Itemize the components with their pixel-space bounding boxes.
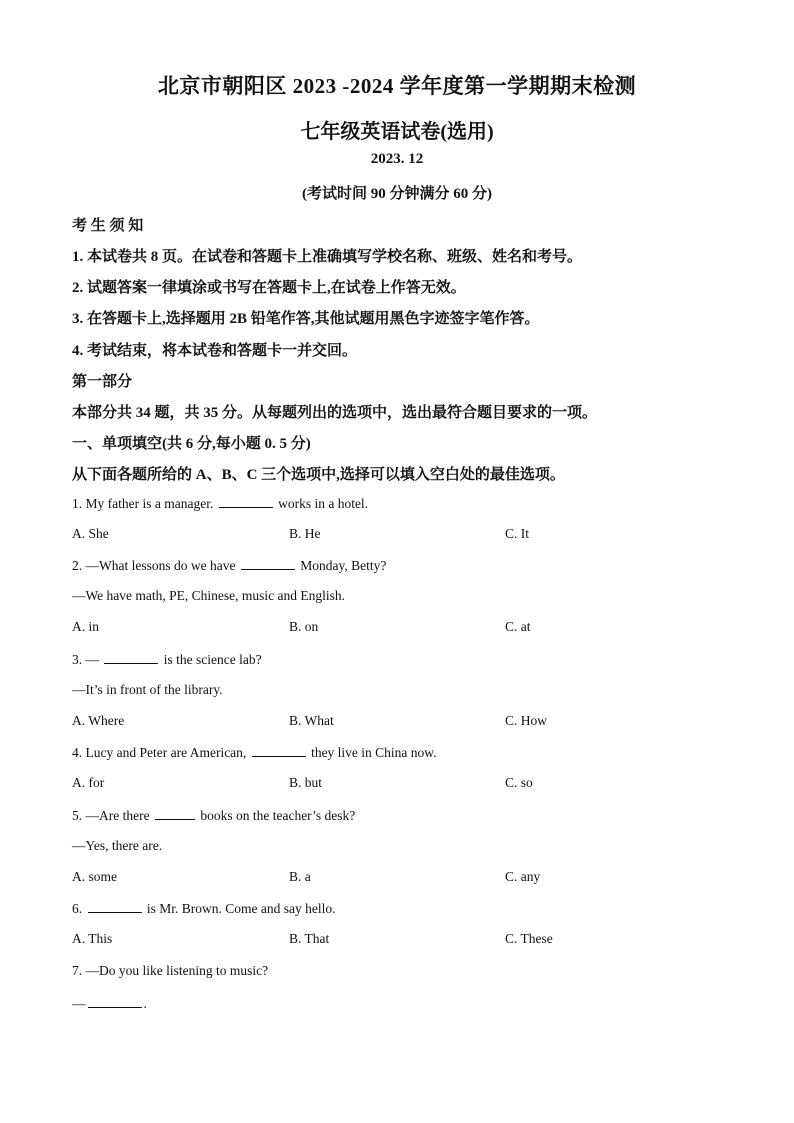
- option-b: B. a: [289, 869, 311, 884]
- question-text: 6.: [72, 901, 86, 916]
- question-5-reply: —Yes, there are.: [72, 838, 163, 853]
- exam-title: 北京市朝阳区 2023 -2024 学年度第一学期期末检测: [157, 74, 637, 98]
- question-text: Monday, Betty?: [296, 558, 387, 573]
- question-text: 3. —: [72, 652, 103, 667]
- option-c: C. It: [505, 526, 530, 541]
- exam-subtitle: 七年级英语试卷(选用): [300, 121, 494, 143]
- notice-heading: 考 生 须 知: [72, 218, 144, 234]
- notice-item-4: 4. 考试结束，将本试卷和答题卡一并交回。: [72, 343, 358, 359]
- question-text: is the science lab?: [160, 652, 262, 667]
- question-text: they live in China now.: [307, 745, 437, 760]
- answer-blank: [88, 900, 142, 913]
- question-2-reply: —We have math, PE, Chinese, music and English.: [72, 588, 345, 603]
- option-b: B. on: [289, 619, 319, 634]
- section-instruction: 从下面各题所给的 A、B、C 三个选项中,选择可以填入空白处的最佳选项。: [72, 467, 565, 483]
- notice-item-2: 2. 试题答案一律填涂或书写在答题卡上,在试卷上作答无效。: [72, 280, 466, 296]
- part-heading: 第一部分: [72, 374, 133, 390]
- option-c: C. These: [505, 931, 553, 946]
- question-4: [72, 744, 437, 761]
- answer-blank: [155, 807, 195, 820]
- exam-date: 2023. 12: [370, 151, 424, 167]
- question-text: works in a hotel.: [274, 496, 369, 511]
- question-text: 1. My father is a manager.: [72, 496, 217, 511]
- question-text: is Mr. Brown. Come and say hello.: [143, 901, 336, 916]
- question-7: 7. —Do you like listening to music?: [72, 963, 269, 978]
- option-b: B. but: [289, 775, 323, 790]
- option-b: B. That: [289, 931, 330, 946]
- question-text: 2. —What lessons do we have: [72, 558, 239, 573]
- option-a: A. some: [72, 869, 117, 884]
- part-intro: 本部分共 34 题，共 35 分。从每题列出的选项中，选出最符合题目要求的一项。: [72, 405, 598, 421]
- answer-blank: [104, 651, 158, 664]
- answer-blank: [88, 995, 142, 1008]
- question-7-reply: [72, 995, 147, 1012]
- option-c: C. so: [505, 775, 533, 790]
- exam-duration: (考试时间 90 分钟满分 60 分): [302, 186, 492, 202]
- option-c: C. at: [505, 619, 531, 634]
- question-6: [72, 900, 336, 917]
- option-a: A. in: [72, 619, 99, 634]
- question-3: [72, 651, 262, 668]
- answer-blank: [219, 495, 273, 508]
- answer-blank: [252, 744, 306, 757]
- option-c: C. How: [505, 713, 548, 728]
- question-3-reply: —It’s in front of the library.: [72, 682, 223, 697]
- section-title: 一、单项填空(共 6 分,每小题 0. 5 分): [72, 436, 311, 452]
- option-a: A. She: [72, 526, 109, 541]
- question-text: 4. Lucy and Peter are American,: [72, 745, 250, 760]
- question-1: [72, 495, 368, 512]
- reply-end: .: [143, 996, 147, 1011]
- option-c: C. any: [505, 869, 541, 884]
- answer-blank: [241, 557, 295, 570]
- option-b: B. What: [289, 713, 334, 728]
- option-a: A. This: [72, 931, 113, 946]
- question-text: 5. —Are there: [72, 808, 153, 823]
- option-a: A. for: [72, 775, 105, 790]
- question-2: [72, 557, 386, 574]
- option-a: A. Where: [72, 713, 125, 728]
- notice-item-1: 1. 本试卷共 8 页。在试卷和答题卡上准确填写学校名称、班级、姓名和考号。: [72, 249, 583, 265]
- question-text: books on the teacher’s desk?: [196, 808, 356, 823]
- option-b: B. He: [289, 526, 321, 541]
- notice-item-3: 3. 在答题卡上,选择题用 2B 铅笔作答,其他试题用黑色字迹签字笔作答。: [72, 311, 540, 327]
- question-5: [72, 807, 355, 824]
- reply-dash: —: [72, 996, 86, 1011]
